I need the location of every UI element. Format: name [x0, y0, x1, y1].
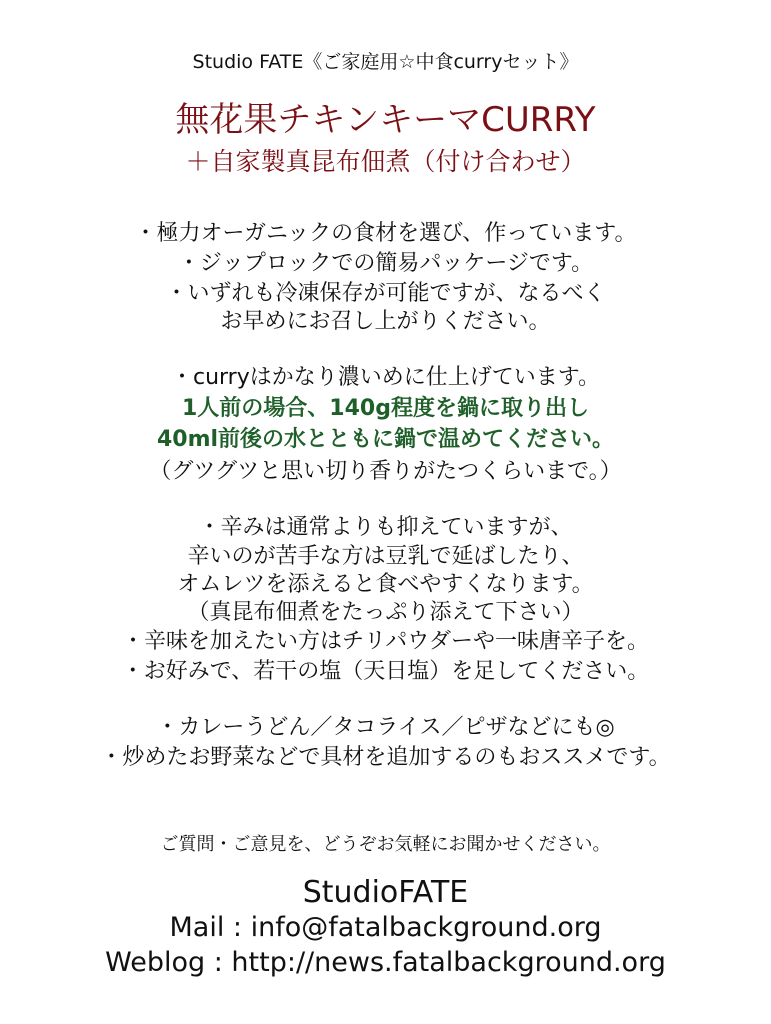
feedback-line: ご質問・ご意見を、どうぞお気軽にお聞かせください。	[160, 834, 611, 855]
section3-line: （真昆布佃煮をたっぷり添えて下さい）	[187, 600, 584, 625]
section1-line: ・いずれも冷凍保存が可能ですが、なるべく	[165, 281, 606, 306]
section4-line: ・カレーうどん／タコライス／ピザなどにも◎	[156, 715, 615, 740]
header-line: Studio FATE《ご家庭用☆中食curryセット》	[192, 51, 579, 73]
studio-name: StudioFATE	[302, 875, 469, 910]
mail-line: Mail : info@fatalbackground.org	[169, 912, 602, 943]
curry-intro: ・curryはかなり濃いめに仕上げています。	[170, 365, 600, 390]
section4-line: ・炒めたお野菜などで具材を追加するのもおススメです。	[100, 745, 671, 770]
highlight-line: 40ml前後の水とともに鍋で温めてください。	[156, 427, 615, 452]
weblog-line: Weblog : http://news.fatalbackground.org	[105, 947, 666, 978]
section1-line: ・極力オーガニックの食材を選び、作っています。	[134, 221, 637, 246]
section3-line: ・辛みは通常よりも抑えていますが、	[198, 515, 573, 540]
section3-line: ・辛味を加えたい方はチリパウダーや一味唐辛子を。	[121, 629, 650, 654]
page-title: 無花果チキンキーマCURRY	[175, 100, 596, 140]
section3-line: オムレツを添えると食べやすくなります。	[177, 572, 594, 597]
page-subtitle: ＋自家製真昆布佃煮（付け合わせ）	[185, 147, 586, 176]
curry-note: （グツグツと思い切り香りがたつくらいまで。）	[149, 459, 622, 484]
section3-line: ・お好みで、若干の塩（天日塩）を足してください。	[121, 659, 650, 684]
highlight-line: 1人前の場合、140g程度を鍋に取り出し	[182, 396, 589, 421]
section3-line: 辛いのが苦手な方は豆乳で延ばしたり、	[187, 544, 584, 569]
section1-line: ・ジップロックでの簡易パッケージです。	[177, 251, 594, 276]
section1-line: お早めにお召し上がりください。	[220, 309, 551, 334]
